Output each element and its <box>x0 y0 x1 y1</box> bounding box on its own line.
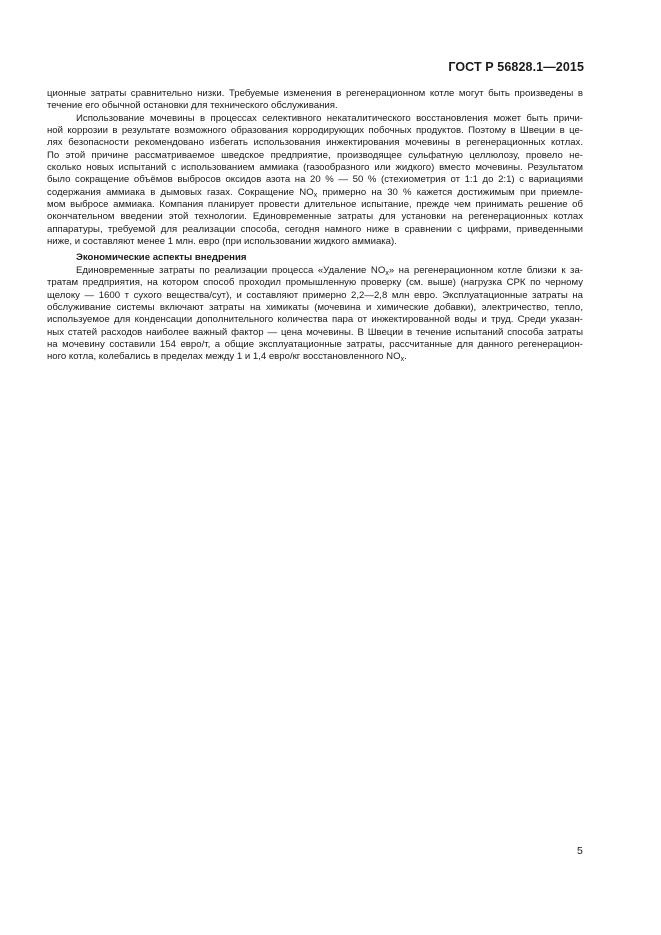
text-segment: примерно на 30 % кажется достижимым при приемле- <box>317 186 583 198</box>
text-line: ниже, и составляют менее 1 млн. евро (при использовании жидкого аммиака). <box>47 236 397 248</box>
text-line-with-subscript <box>47 351 583 363</box>
text-line-with-subscript <box>47 265 583 277</box>
subscript-x: x <box>400 356 405 364</box>
text-line: было сокращение объёмов выбросов оксидов азота на 20 % — 50 % (стехиометрия от 1:1 до 2:1) с вариациями <box>47 174 583 186</box>
section-heading: Экономические аспекты внедрения <box>76 252 247 264</box>
text-line: ционные затраты сравнительно низки. Требуемые изменения в регенерационном котле могут быть произведены в <box>47 88 583 99</box>
text-line: ной коррозии в результате возможного образования корродирующих побочных продуктов. Поэтому в Швеции в це- <box>47 125 583 137</box>
page-number: 5 <box>577 845 583 857</box>
text-line: ных статей расходов наиболее важный фактор — цена мочевины. В Швеции в течение испытаний способа затраты <box>47 326 583 338</box>
text-line: щелоку — 1600 т сухого вещества/сут), и составляют примерно 2,2—2,8 млн евро. Эксплуатационные затраты на <box>47 289 583 301</box>
text-segment: ного котла, колебались в пределах между 1 и 1,4 евро/кг восстановленного NO <box>47 351 401 363</box>
text-line: По этой причине рассматриваемое шведское предприятие, производящее сульфатную целлюлозу, провело не- <box>47 149 583 161</box>
text-line: обслуживание системы включают затраты на химикаты (мочевина и химические добавки), электричество, тепло, <box>47 301 583 313</box>
text-line: течение его обычной остановки для технического обслуживания. <box>47 100 338 112</box>
text-line: на мочевину составили 154 евро/т, а общие эксплуатационные затраты, рассчитанные для данного регенерацион- <box>47 338 583 350</box>
text-line: лях безопасности рекомендовано избегать использования инжектирования мочевины в регенерационных котлах. <box>47 137 583 149</box>
text-line-with-subscript <box>47 187 583 199</box>
text-segment: » на регенерационном котле близки к за- <box>388 264 583 276</box>
text-line: аппаратуры, требуемой для реализации способа, сегодня намного ниже в сравнении с цифрами, приведенными <box>47 223 583 235</box>
text-line: сколько новых испытаний с использованием аммиака (газообразного или жидкого) вместо мочевины. Результатом <box>47 162 583 174</box>
text-line: используемое для конденсации дополнительного количества пара от инжектированной воды и труд. Среди указан- <box>47 314 583 326</box>
text-segment: содержания аммиака в дымовых газах. Сокращение NO <box>47 186 314 198</box>
text-line: Использование мочевины в процессах селективного некаталитического восстановления может быть причи- <box>76 112 583 124</box>
text-line: мом выбросе аммиака. Компания планирует провести длительное испытание, прежде чем принимать решение об <box>47 199 583 211</box>
text-line: тратам предприятия, на котором способ проходил промышленную проверку (см. выше) (нагрузка СРК по черному <box>47 277 583 289</box>
text-segment: Единовременные затраты по реализации процесса «Удаление NO <box>76 264 386 276</box>
subscript-x: x <box>313 191 318 199</box>
text-line: окончательном введении этой технологии. Единовременные затраты для установки на регенерационных котлах <box>47 211 583 223</box>
subscript-x: x <box>385 269 389 277</box>
document-header-id: ГОСТ Р 56828.1—2015 <box>448 60 584 74</box>
text-segment: . <box>404 351 407 363</box>
document-body <box>47 88 583 364</box>
